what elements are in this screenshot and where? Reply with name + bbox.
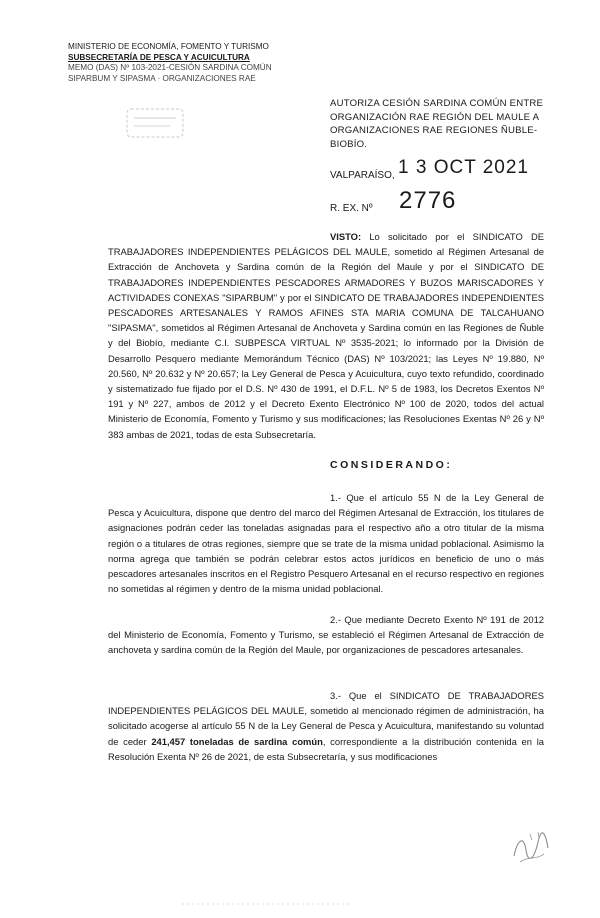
point-3-number: 3.- [330,690,341,701]
initials-icon [508,826,552,870]
point-3-bold-amount: 241,457 toneladas de sardina común [151,735,323,747]
point-2-text: Que mediante Decreto Exento Nº 191 de 2012 del Ministerio de Economía, Fomento y Turismo, se estableció el Régimen Artesanal de Extracción de anchoveta y sardina común de la Región del Maule, por organizaciones de pescadores artesanales. [108,614,544,656]
place-label: VALPARAÍSO, [330,170,395,181]
point-3-text-before: Que el SINDICATO DE TRABAJADORES INDEPENDIENTES PELÁGICOS DEL MAULE, sometido al mencionado régimen de administración, ha solicitado acogerse al artículo 55 N de la Ley General de Pesca y Acuicultura, manifestando su voluntad de ceder [108,690,544,747]
page-footer-mark [182,896,352,910]
memo-reference-2: SIPARBUM Y SIPASMA · ORGANIZACIONES RAE [68,73,256,83]
visto-label: VISTO: [330,231,362,242]
point-3-text-after: , correspondiente a la distribución contenida en la Resolución Exenta Nº 26 de 2021, de esta Subsecretaría, y sus modificaciones [108,735,544,762]
considerando-point-2 [108,612,544,658]
letterhead [68,42,298,84]
memo-reference: MEMO (DAS) Nº 103-2021-CESIÓN SARDINA COMÚN [68,63,272,72]
considerando-point-3 [108,688,544,764]
rex-label: R. EX. Nº [330,203,373,214]
resolution-number: 2776 [399,187,457,214]
footer-scan-mark-icon [182,896,352,910]
visto-text: Lo solicitado por el SINDICATO DE TRABAJADORES INDEPENDIENTES PELÁGICOS DEL MAULE, sometido al Régimen Artesanal de Extracción de Anchoveta y Sardina común de la Región del Maule y por el SINDICATO DE TRABAJADORES INDEPENDIENTES PESCADORES ARMADORES Y BUZOS MARISCADORES Y ACTIVIDADES CONEXAS "SIPARBUM" y por el SINDICATO DE TRABAJADORES INDEPENDIENTES PESCADORES ARTESANALES Y RAMOS AFINES STA MARIA COMUNA DE TALCAHUANO "SIPASMA", sometidos al Régimen Artesanal de Anchoveta y Sardina común en las Regiones de Ñuble y del Biobío, mediante C.I. SUBPESCA VIRTUAL Nº 3535-2021; lo informado por la División de Desarrollo Pesquero mediante Memorándum Técnico (DAS) Nº 103/2021; las Leyes Nº 19.880, Nº 20.560, Nº 20.632 y Nº 20.657; la Ley General de Pesca y Acuicultura, cuyo texto refundido, coordinado y sistematizado fue fijado por el D.S. Nº 430 de 1991, el D.F.L. Nº 5 de 1983, los Decretos Exentos Nº 191 y Nº 227, ambos de 2012 y el Decreto Exento Electrónico Nº 100 de 2020, todos del actual Ministerio de Economía, Fomento y Turismo y sus modificaciones; las Resoluciones Exentas Nº 26 y Nº 383 ambas de 2021, todas de esta Subsecretaría. [108,231,544,440]
undersecretariat-name: SUBSECRETARÍA DE PESCA Y ACUICULTURA [68,52,250,62]
point-1-text: Que el artículo 55 N de la Ley General de Pesca y Acuicultura, dispone que dentro del marco del Régimen Artesanal de Extracción, los titulares de asignaciones podrán ceder las toneladas asignadas para el respectivo año a otro titular de la misma región o a titulares de otras regiones, siempre que se trate de la misma unidad poblacional. Asimismo la norma agrega que también se podrán celebrar estos actos jurídicos en beneficio de uno o más pescadores artesanales inscritos en el Registro Pesquero Artesanal en el recurso respectivo en regiones no sometidas al régimen y dentro de la misma unidad poblacional. [108,492,544,595]
resolution-subject: AUTORIZA CESIÓN SARDINA COMÚN ENTRE ORGANIZACIÓN RAE REGIÓN DEL MAULE A ORGANIZACIONES RAE REGIONES ÑUBLE-BIOBÍO. [330,98,544,150]
faded-stamp [126,108,184,138]
point-1-number: 1.- [330,492,341,503]
considerando-heading: CONSIDERANDO: [330,459,453,471]
resolution-date: 1 3 OCT 2021 [398,157,530,178]
point-2-number: 2.- [330,614,341,625]
signature-mark [508,826,552,870]
visto-paragraph [108,229,544,442]
stamp-icon [126,108,184,138]
ministry-name: MINISTERIO DE ECONOMÍA, FOMENTO Y TURISMO [68,42,269,51]
considerando-point-1 [108,490,544,596]
